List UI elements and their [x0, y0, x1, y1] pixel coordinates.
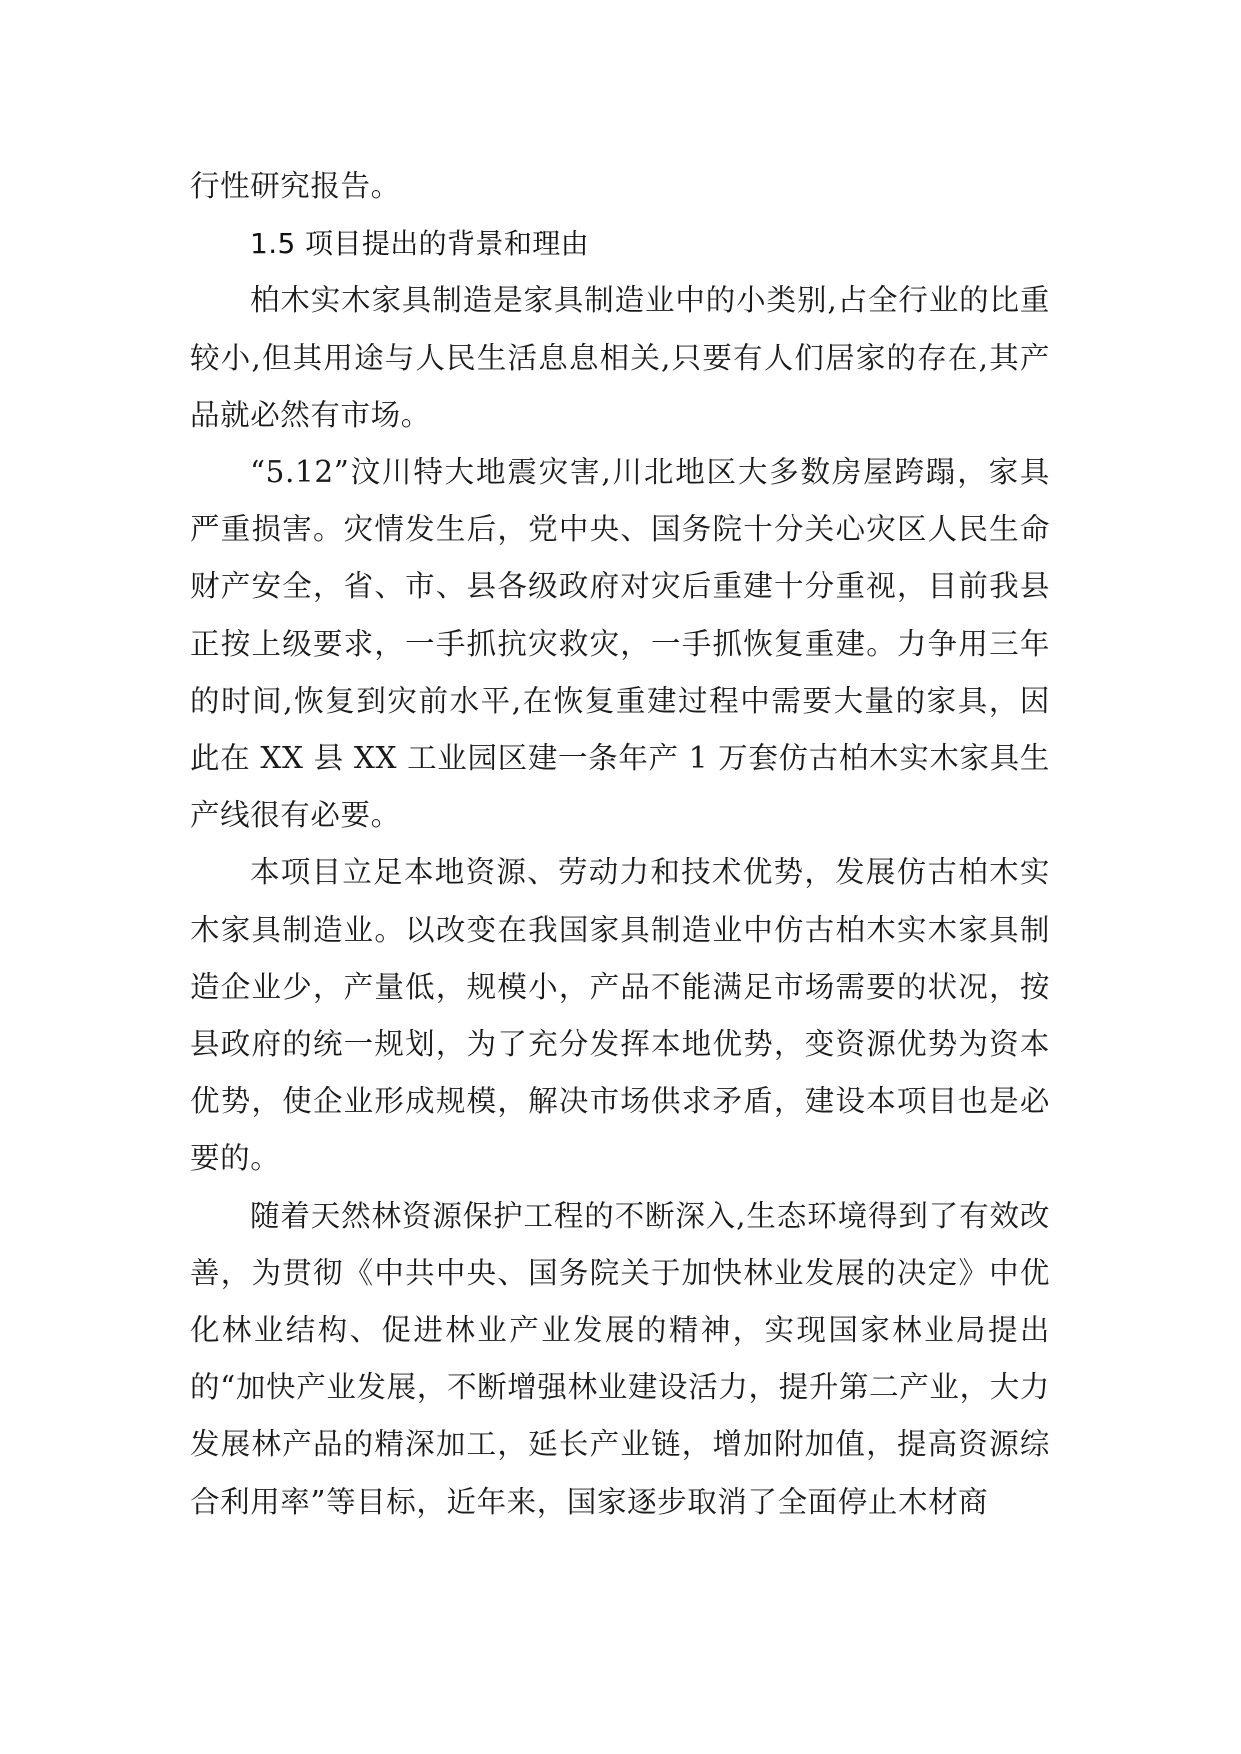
paragraph-project-rationale: 本项目立足本地资源、劳动力和技术优势，发展仿古柏木实木家具制造业。以改变在我国家具制造业中仿古柏木实木家具制造企业少，产量低，规模小，产品不能满足市场需要的状况，按县政府的统一规划，为了充分发挥本地优势，变资源优势为资本优势，使企业形成规模，解决市场供求矛盾，建设本项目也是必要的。 [190, 855, 1050, 1176]
section-heading-1-5: 1.5 项目提出的背景和理由 [250, 227, 590, 261]
paragraph-forestry-policy: 随着天然林资源保护工程的不断深入,生态环境得到了有效改善，为贯彻《中共中央、国务院关于加快林业发展的决定》中优化林业结构、促进林业产业发展的精神，实现国家林业局提出的“加快产业发展，不断增强林业建设活力，提升第二产业，大力发展林产品的精深加工，延长产业链，增加附加值，提高资源综合利用率”等目标，近年来，国家逐步取消了全面停止木材商 [190, 1198, 1050, 1519]
paragraph-earthquake-background: “5.12”汶川特大地震灾害,川北地区大多数房屋跨蹋，家具严重损害。灾情发生后，党中央、国务院十分关心灾区人民生命财产安全，省、市、县各级政府对灾后重建十分重视，目前我县正按上级要求，一手抓抗灾救灾，一手抓恢复重建。力争用三年的时间,恢复到灾前水平,在恢复重建过程中需要大量的家具，因此在 XX 县 XX 工业园区建一条年产 1 万套仿古柏木实木家具生产线很有必要。 [190, 455, 1050, 833]
document-body [190, 158, 1050, 1531]
paragraph-cypress-furniture-overview: 柏木实木家具制造是家具制造业中的小类别,占全行业的比重较小,但其用途与人民生活息息相关,只要有人们居家的存在,其产品就必然有市场。 [190, 283, 1050, 432]
paragraph-continuation: 行性研究报告。 [190, 169, 401, 203]
